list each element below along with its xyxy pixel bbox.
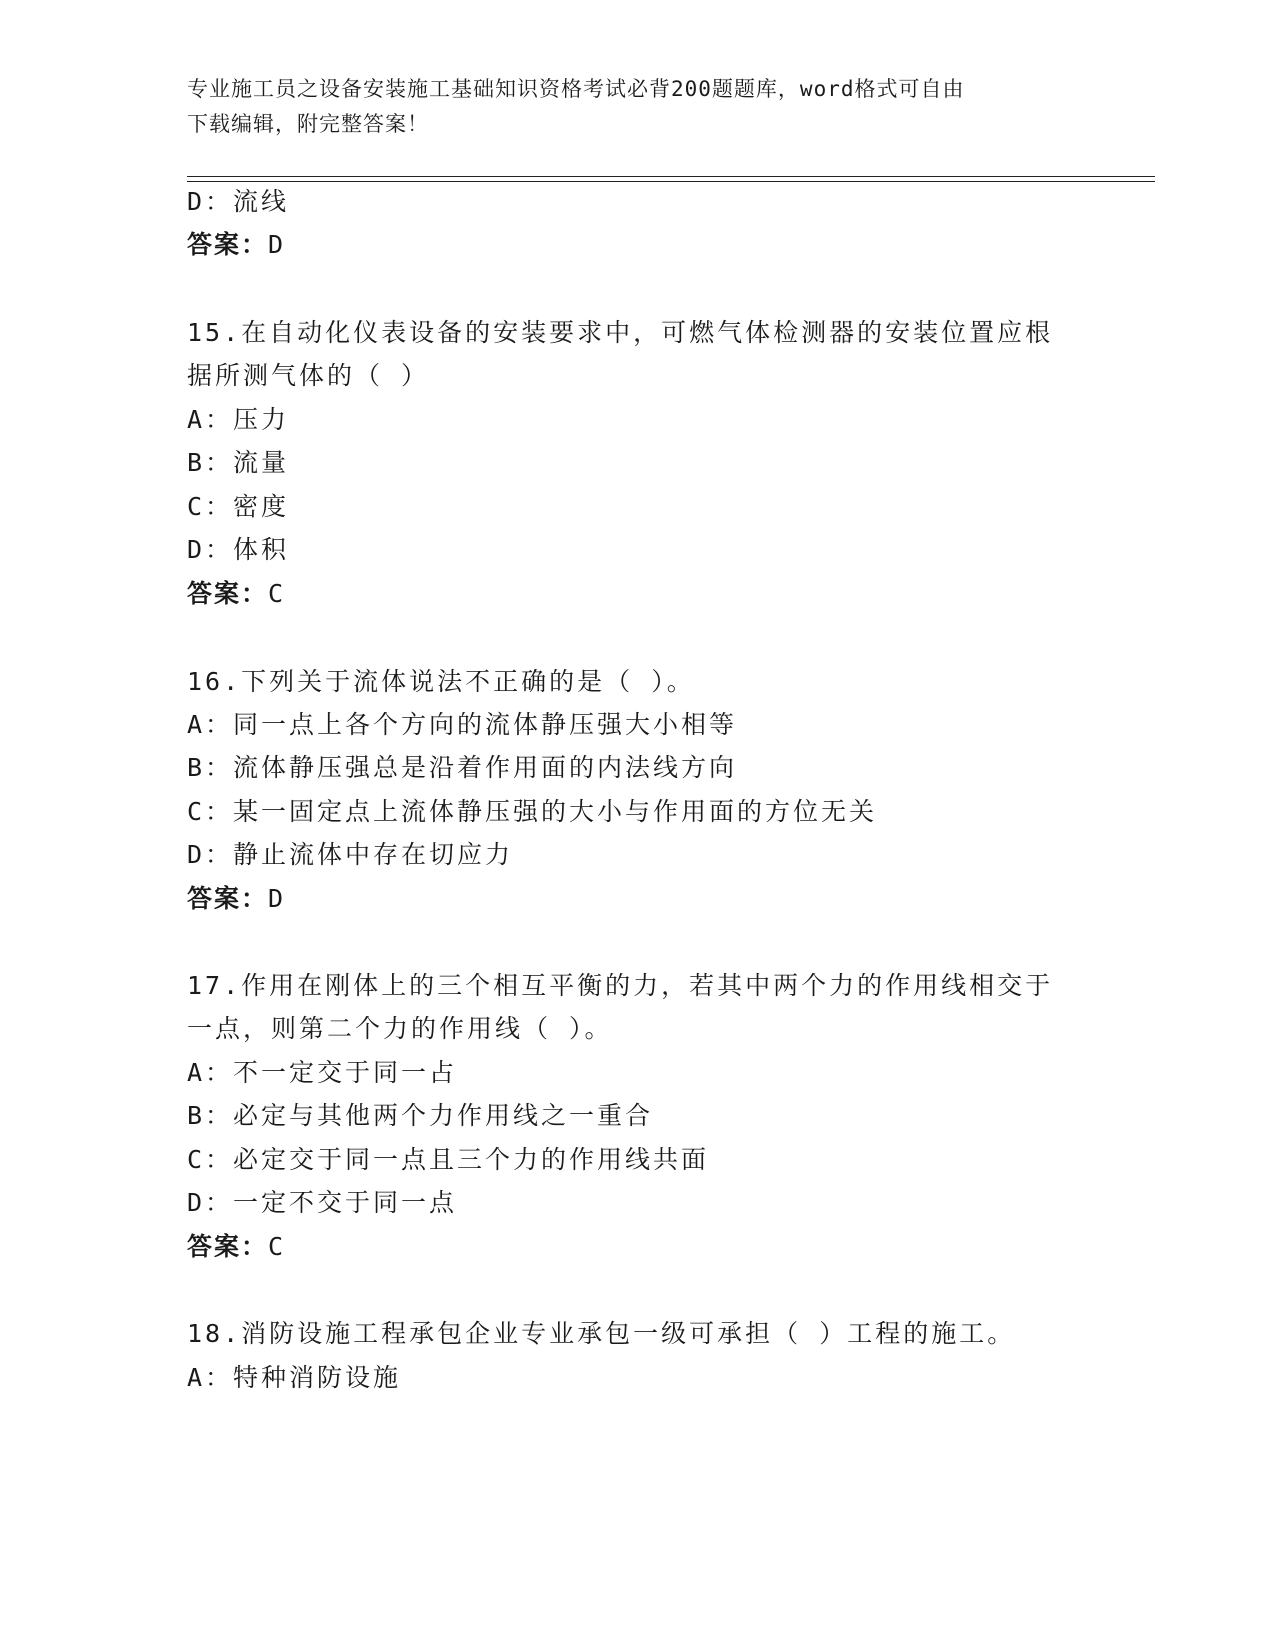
answer-line	[187, 230, 285, 260]
option-text: A：压力	[187, 405, 290, 434]
answer-value: D	[268, 230, 286, 259]
option-text: A：同一点上各个方向的流体静压强大小相等	[187, 710, 738, 739]
answer-label: 答案：	[187, 884, 269, 913]
answer-line	[187, 579, 285, 609]
header-line-1: 专业施工员之设备安装施工基础知识资格考试必背200题题库，word格式可自由	[187, 77, 965, 101]
question-text: 17.作用在刚体上的三个相互平衡的力，若其中两个力的作用线相交于	[187, 971, 1054, 1000]
page-header	[187, 72, 1067, 142]
question-text: 一点，则第二个力的作用线（ ）。	[187, 1014, 613, 1043]
answer-label: 答案：	[187, 579, 269, 608]
header-divider-bottom	[187, 181, 1155, 182]
option-text: D：体积	[187, 535, 290, 564]
option-text: C：某一固定点上流体静压强的大小与作用面的方位无关	[187, 797, 878, 826]
question-text: 16.下列关于流体说法不正确的是（ ）。	[187, 667, 695, 696]
header-line-2: 下载编辑，附完整答案！	[187, 112, 429, 136]
question-text: 15.在自动化仪表设备的安装要求中，可燃气体检测器的安装位置应根	[187, 318, 1054, 347]
option-text: B：流量	[187, 448, 290, 477]
option-text: D：流线	[187, 187, 290, 216]
answer-label: 答案：	[187, 230, 269, 259]
option-text: D：一定不交于同一点	[187, 1188, 458, 1217]
answer-value: C	[268, 579, 286, 608]
option-text: D：静止流体中存在切应力	[187, 840, 514, 869]
option-text: A：不一定交于同一占	[187, 1058, 458, 1087]
answer-label: 答案：	[187, 1232, 269, 1261]
answer-line	[187, 1232, 285, 1262]
question-text: 18.消防设施工程承包企业专业承包一级可承担（ ）工程的施工。	[187, 1319, 1016, 1348]
option-text: C：密度	[187, 492, 290, 521]
header-divider-top	[187, 176, 1155, 177]
answer-value: D	[268, 884, 286, 913]
answer-line	[187, 884, 285, 914]
option-text: C：必定交于同一点且三个力的作用线共面	[187, 1145, 710, 1174]
option-text: B：必定与其他两个力作用线之一重合	[187, 1101, 654, 1130]
answer-value: C	[268, 1232, 286, 1261]
option-text: B：流体静压强总是沿着作用面的内法线方向	[187, 753, 738, 782]
question-text: 据所测气体的（ ）	[187, 361, 430, 390]
option-text: A：特种消防设施	[187, 1363, 402, 1392]
